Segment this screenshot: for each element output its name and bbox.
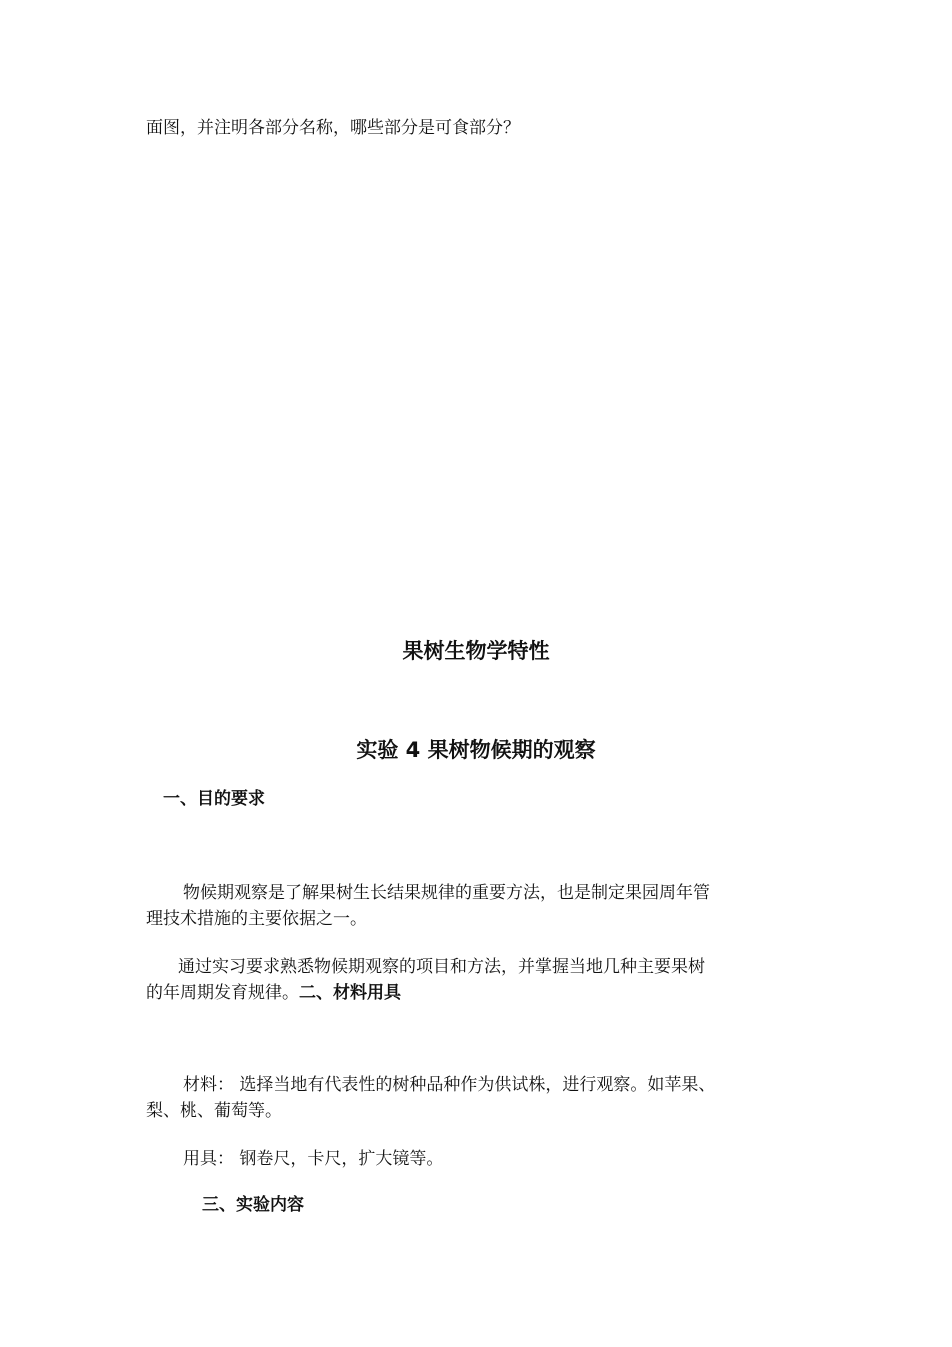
content-heading: 三、实验内容 <box>202 1195 304 1215</box>
purpose-paragraph-1-line-2: 理技术措施的主要依据之一。 <box>146 909 367 929</box>
purpose-paragraph-2-text: 的年周期发育规律。 <box>146 983 299 1003</box>
materials-line-1: 材料： 选择当地有代表性的树种品种作为供试株，进行观察。如苹果、 <box>183 1075 716 1095</box>
experiment-title: 实验 4 果树物候期的观察 <box>356 738 596 762</box>
materials-heading: 二、材料用具 <box>299 983 401 1003</box>
chapter-title: 果树生物学特性 <box>402 639 550 663</box>
continuation-text: 面图，并注明各部分名称，哪些部分是可食部分？ <box>146 118 520 138</box>
materials-line-2: 梨、桃、葡萄等。 <box>146 1101 282 1121</box>
purpose-heading: 一、目的要求 <box>163 789 265 809</box>
purpose-paragraph-2-line-1: 通过实习要求熟悉物候期观察的项目和方法，并掌握当地几种主要果树 <box>178 957 705 977</box>
purpose-paragraph-1-line-1: 物候期观察是了解果树生长结果规律的重要方法，也是制定果园周年管 <box>183 883 710 903</box>
tools-line: 用具： 钢卷尺，卡尺，扩大镜等。 <box>183 1149 444 1169</box>
purpose-paragraph-2-line-2 <box>146 980 401 1006</box>
